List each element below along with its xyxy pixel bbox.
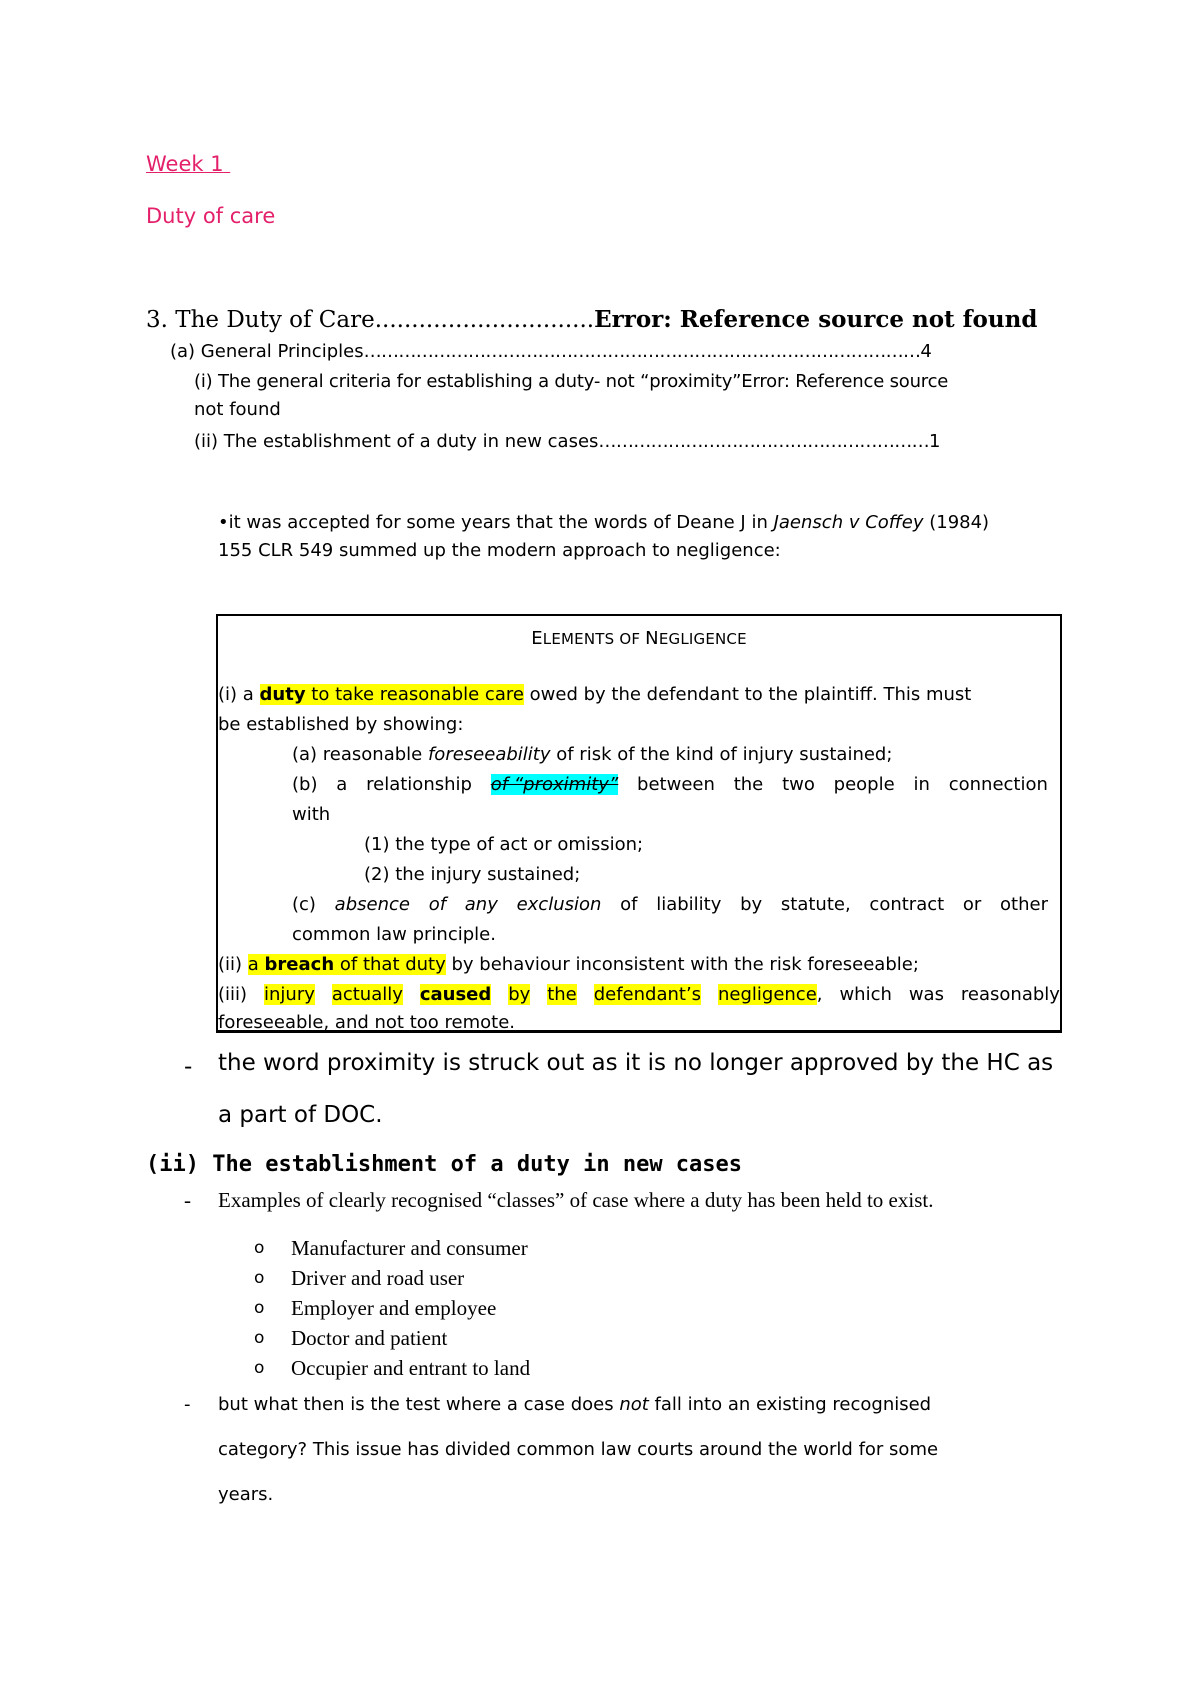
intro-paragraph: •it was accepted for some years that the words of Deane J in Jaensch v Coffey (1984) 155 CLR 549 summed up the modern approach to negligence: [218, 512, 990, 561]
element-causation: (iii) injury actually caused by the defendant’s negligence, which was reasonably [218, 984, 1060, 1005]
section-heading: (ii) The establishment of a duty in new cases [146, 1152, 743, 1177]
topic-heading: Duty of care [146, 204, 276, 228]
element-b-1: (1) the type of act or omission; [364, 834, 644, 855]
element-duty-cont: be established by showing: [218, 714, 464, 735]
element-b-cont: with [292, 804, 331, 825]
box-title: ELEMENTS OF NEGLIGENCE [531, 628, 747, 649]
element-breach: (ii) a breach of that duty by behaviour inconsistent with the risk foreseeable; [218, 954, 919, 975]
case-name: Jaensch v Coffey [773, 512, 924, 533]
elements-of-negligence-box [216, 614, 1062, 1033]
week-heading: Week 1 [146, 152, 224, 176]
toc-entry-duty-of-care[interactable]: 3. The Duty of Care..............................Error: Reference source not found [146, 306, 1038, 333]
bullet-dot: • [218, 512, 229, 533]
document-page: Week 1 Duty of care 3. The Duty of Care..............................Error: Reference source not found (a) General Principles……………………………………………………………………………………4 (i) The general criteria for establishing a duty- not “proximity”Error: Reference source not found (ii) The establishment of a duty in new cases…………………………………………………1 •it was accepted for some years that the words of Deane J in Jaensch v Coffey (1984) 155 CLR 549 summed up the modern approach to negligence: ELEMENTS OF NEGLIGENCE (i) a duty to take reasonable care owed by the defendant to the plaintiff. This must be established by showing: (a) reasonable foreseeability of risk of the kind of injury sustained; (b) a relationship of “proximity” between the two people in connection with (1) the type of act or omission; (2) the injury sustained; (c) absence of any exclusion of liability by statute, contract or other common law principle. (ii) a breach of that duty by behaviour inconsistent with the risk foreseeable; (iii) injury actually caused by the defendant’s negligence, which was reasonably foreseeable, and not too remote. - the word proximity is struck out as it is no longer approved by the HC as a part of DOC. (ii) The establishment of a duty in new cases - Examples of clearly recognised “classes” of case where a duty has been held to exist. o Manufacturer and consumer o Driver and road user o Employer and employee o Doctor and patient o Occupier and entrant to land - but what then is the test where a case does not fall into an existing recognised category? This issue has divided common law courts around the world for some years. [0, 0, 1200, 1696]
dash-marker: - [184, 1054, 193, 1080]
element-c: (c) absence of any exclusion of liability by statute, contract or other [292, 894, 1048, 915]
element-a: (a) reasonable foreseeability of risk of the kind of injury sustained; [292, 744, 893, 765]
toc-entry-general-principles[interactable]: (a) General Principles……………………………………………………………………………………4 [170, 341, 932, 362]
element-c-cont: common law principle. [292, 924, 496, 945]
question-paragraph: but what then is the test where a case does not fall into an existing recognised category? This issue has divided common law courts around the world for some years. [218, 1394, 939, 1505]
element-duty: (i) a duty to take reasonable care owed by the defendant to the plaintiff. This must [218, 684, 972, 705]
examples-intro: Examples of clearly recognised “classes” of case where a duty has been held to exist. [218, 1188, 934, 1212]
struck-proximity: of “proximity” [490, 774, 619, 795]
element-b-2: (2) the injury sustained; [364, 864, 581, 885]
proximity-note-cont: a part of DOC. [218, 1102, 383, 1128]
toc-entry-general-criteria[interactable]: (i) The general criteria for establishing a duty- not “proximity”Error: Reference source not found [194, 371, 949, 420]
element-b: (b) a relationship of “proximity” between the two people in connection [292, 774, 1048, 795]
dash-marker: - [184, 1394, 191, 1415]
dash-marker: - [184, 1188, 191, 1212]
toc-entry-new-cases[interactable]: (ii) The establishment of a duty in new cases…………………………………………………1 [194, 431, 941, 452]
element-causation-cont: foreseeable, and not too remote. [218, 1012, 515, 1033]
proximity-note: the word proximity is struck out as it is no longer approved by the HC as [218, 1050, 1054, 1076]
